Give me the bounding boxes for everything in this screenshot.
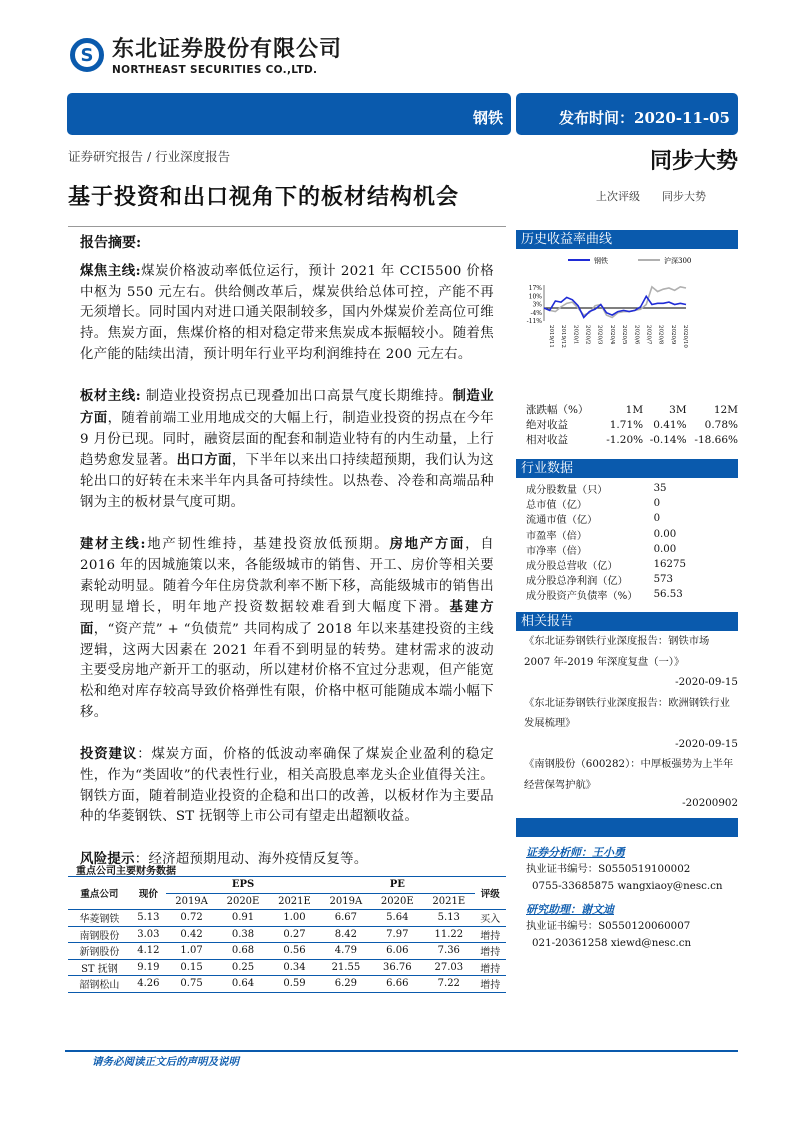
risk-text: ：经济超预期甩动、海外疫情反复等。 (134, 851, 368, 867)
return-chart (516, 252, 738, 362)
year-header: 2020E (380, 895, 414, 907)
date-banner (516, 93, 738, 135)
y-tick-label: -11% (526, 318, 542, 325)
table-cell: 6.66 (372, 976, 423, 993)
table-cell: 5.13 (131, 910, 166, 927)
related-report-date: -2020-09-15 (675, 737, 738, 750)
previous-rating-label: 上次评级 (596, 190, 640, 203)
col-pe: PE (320, 877, 474, 894)
x-tick-label: 2020/5 (621, 325, 628, 345)
plate-text-2: ，随着前端工业用地成交的大幅上行，制造业投资的拐点在今年 9 月份已现。同时，融资层面的配套和制造业特有的内生动量，上行趋势愈发显著。 (80, 410, 494, 469)
table-cell: 36.76 (372, 959, 423, 976)
investment-text: ：煤炭方面，价格的低波动率确保了煤炭企业盈利的稳定性，作为“类固收”的代表性行业，相关高股息率龙头企业值得关注。钢铁方面，随着制造业投资的企稳和出口的改善，以板材作为主要品种的华菱钢铁、ST 抚钢等上市公司有望走出超额收益。 (80, 747, 494, 825)
legend-label: 钢铁 (594, 257, 608, 265)
table-cell: 0.75 (166, 976, 217, 993)
table-cell: 买入 (475, 910, 506, 927)
table-cell: 5.13 (423, 910, 474, 927)
report-type: 证券研究报告 / 行业深度报告 (68, 149, 231, 164)
industry-value: 0 (653, 498, 661, 510)
coal-paragraph (80, 261, 494, 366)
industry-label: 流通市值（亿） (526, 515, 598, 527)
col-price: 现价 (138, 889, 158, 900)
y-tick-label: 10% (528, 293, 542, 301)
year-header: 2020E (226, 895, 260, 907)
cell: 1.71% (609, 418, 644, 431)
table-cell: 8.42 (320, 926, 371, 943)
industry-value: 56.53 (653, 589, 683, 601)
assistant-cert: 执业证书编号：S0550120060007 (526, 920, 691, 932)
table-row (68, 959, 506, 976)
abstract-heading: 报告摘要: (80, 235, 142, 251)
returns-row (526, 432, 738, 447)
returns-table (526, 402, 738, 447)
related-report-date: -20200902 (682, 797, 738, 809)
table-cell: 4.79 (320, 943, 371, 960)
industry-row (526, 481, 686, 496)
table-cell: 9.19 (131, 959, 166, 976)
table-cell: 1.07 (166, 943, 217, 960)
x-tick-label: 2020/9 (669, 325, 676, 345)
legend-label: 沪深300 (664, 257, 692, 265)
col-company: 重点公司 (80, 889, 119, 900)
chart-legend (568, 256, 691, 265)
table-cell: 6.29 (320, 976, 371, 993)
table-cell: 0.59 (269, 976, 320, 993)
y-tick-label: -4% (530, 309, 542, 317)
industry-label: 市盈率（倍） (526, 530, 588, 542)
industry-table (526, 481, 686, 603)
related-report-title[interactable]: 《东北证券钢铁行业深度报告：钢铁市场 2007 年-2019 年深度复盘（一）》 (524, 635, 710, 668)
company-name-cn: 东北证券股份有限公司 (112, 37, 343, 62)
table-cell: 韶钢松山 (68, 976, 131, 993)
industry-value: 573 (653, 574, 674, 586)
cell: 0.41% (653, 418, 687, 431)
x-tick-label: 2020/6 (633, 325, 640, 345)
cell: 0.78% (704, 418, 738, 431)
table-cell: 0.64 (217, 976, 268, 993)
table-cell: 增持 (475, 959, 506, 976)
year-header: 2019A (175, 895, 208, 907)
table-cell: 0.34 (269, 959, 320, 976)
table-cell: 新钢股份 (68, 943, 131, 960)
table-cell: 0.15 (166, 959, 217, 976)
industry-value: 0.00 (653, 543, 677, 555)
industry-value: 35 (653, 483, 667, 495)
table-row (68, 926, 506, 943)
report-title: 基于投资和出口视角下的板材结构机会 (68, 184, 460, 210)
plate-lead: 板材主线: (80, 388, 141, 405)
x-tick-label: 2020/3 (596, 325, 603, 345)
industry-row (526, 496, 686, 511)
footer-divider (65, 1050, 738, 1052)
financials-title: 重点公司主要财务数据 (76, 866, 176, 877)
row-label: 绝对收益 (526, 419, 568, 431)
col-eps: EPS (166, 877, 320, 894)
x-tick-label: 2019/11 (548, 325, 554, 348)
previous-rating (596, 188, 728, 204)
investment-paragraph (80, 744, 494, 828)
y-tick-label: 3% (532, 301, 542, 309)
returns-row (526, 417, 738, 432)
table-cell: 0.38 (217, 926, 268, 943)
table-row (68, 943, 506, 960)
year-header: 2021E (432, 895, 466, 907)
assistant-contact: 021-20361258 xiewd@nesc.cn (532, 937, 692, 949)
industry-row (526, 527, 686, 542)
cell: -18.66% (694, 433, 738, 446)
coal-text: 煤炭价格波动率低位运行，预计 2021 年 CCI5500 价格中枢为 550 元左右。供给侧改革后，煤炭供给总体可控，产能不再无须增长。同时国内对进口通关限制较多，国内外煤炭价差高位可维持。焦炭方面，焦煤价格的相对稳定带来焦炭成本振幅较小。随着焦化产能的陆续出清，预计明年行业平均利润维持在 200 元左右。 (80, 264, 494, 362)
table-cell: 4.26 (131, 976, 166, 993)
blank-banner (516, 818, 738, 837)
x-tick-label: 2020/7 (645, 325, 652, 345)
x-tick-label: 2020/1 (572, 325, 579, 345)
returns-header (526, 402, 738, 417)
building-bold-1: 房地产方面 (389, 536, 466, 553)
cell: -0.14% (649, 433, 687, 446)
industry-row (526, 542, 686, 557)
industry-banner (67, 93, 511, 135)
table-cell: 27.03 (423, 959, 474, 976)
x-tick-label: 2020/8 (657, 325, 664, 345)
building-bold-2: 基建方面 (80, 599, 494, 637)
table-cell: 21.55 (320, 959, 371, 976)
year-header: 2019A (329, 895, 363, 907)
industry-label: 成分股资产负债率（%） (526, 591, 638, 603)
building-lead: 建材主线: (80, 536, 146, 553)
x-tick-label: 2020/2 (584, 325, 591, 345)
table-cell: 0.72 (166, 910, 217, 927)
related-heading: 相关报告 (516, 612, 738, 631)
table-cell: 0.27 (269, 926, 320, 943)
table-cell: 南钢股份 (68, 926, 131, 943)
table-row (68, 976, 506, 993)
risk-lead: 风险提示 (80, 850, 135, 867)
analyst-block (526, 844, 723, 952)
x-tick-label: 2020/4 (608, 325, 615, 345)
footer-disclaimer[interactable]: 请务必阅读正文后的声明及说明 (92, 1056, 239, 1068)
related-report-title[interactable]: 《东北证券钢铁行业深度报告：欧洲钢铁行业发展梳理》 (524, 696, 730, 729)
table-cell: 7.22 (423, 976, 474, 993)
industry-label: 市净率（倍） (526, 545, 588, 557)
table-cell: 1.00 (269, 910, 320, 927)
industry-row (526, 572, 686, 587)
plate-bold-2: 出口方面 (176, 452, 232, 469)
analyst-contact: 0755-33685875 wangxiaoy@nesc.cn (532, 880, 723, 892)
related-report-date: -2020-09-15 (675, 676, 738, 688)
industry-label: 成分股总营收（亿） (526, 561, 618, 573)
industry-label: 成分股数量（只） (526, 485, 608, 497)
history-heading: 历史收益率曲线 (516, 230, 738, 249)
industry-value: 16275 (653, 559, 686, 571)
plate-text-1: 制造业投资拐点已现叠加出口高景气度长期维持。 (141, 389, 453, 405)
table-cell: 3.03 (131, 926, 166, 943)
related-reports (524, 631, 738, 811)
x-tick-label: 2019/12 (560, 325, 567, 348)
returns-header-label: 涨跌幅（%） (526, 404, 589, 416)
related-report-title[interactable]: 《南钢股份（600282）：中厚板强势为上半年经营保驾护航》 (524, 758, 734, 791)
table-cell: 4.12 (131, 943, 166, 960)
table-cell: 华菱钢铁 (68, 910, 131, 927)
industry-value: 0.00 (653, 528, 677, 540)
table-cell: ST 抚钢 (68, 959, 131, 976)
coal-lead: 煤焦主线: (80, 263, 141, 279)
table-cell: 0.42 (166, 926, 217, 943)
table-cell: 增持 (475, 943, 506, 960)
plate-bold-1: 制造业方面 (80, 388, 495, 426)
table-row (68, 910, 506, 927)
table-cell: 6.67 (320, 910, 371, 927)
industry-row (526, 557, 686, 572)
table-cell: 0.56 (269, 943, 320, 960)
y-tick-label: 17% (528, 285, 542, 292)
x-tick-label: 2020/10 (682, 325, 688, 348)
plate-paragraph (80, 386, 494, 513)
assistant-name: 研究助理：谢文迪 (526, 903, 614, 916)
building-text-2: ，自 2016 年的因城施策以来，各能级城市的销售、开工、房价等相关要素轮动明显。随着今年住房贷款利率不断下移，高能级城市的销售出现明显增长，明年地产投资数据较难看到大幅度下滑。 (80, 537, 494, 616)
analyst-name: 证券分析师：王小勇 (526, 846, 625, 859)
company-name-en: NORTHEAST SECURITIES CO.,LTD. (112, 64, 318, 76)
rating: 同步大势 (649, 148, 738, 174)
industry-heading: 行业数据 (516, 459, 738, 478)
table-cell: 7.36 (423, 943, 474, 960)
table-cell: 0.91 (217, 910, 268, 927)
publish-date: 发布时间：2020-11-05 (559, 109, 730, 127)
building-text-3: ，“资产荒” + “负债荒” 共同构成了 2018 年以来基建投资的主线逻辑，这两大因素在 2021 年看不到明显的转势。建材需求的波动主要受房地产新开工的驱动，所以建材价格不宜过分悲观，但产能宽松和绝对库存较高导致价格弹性有限，价格中枢可能随成本端小幅下移。 (80, 621, 494, 720)
industry-label: 总市值（亿） (526, 500, 588, 512)
previous-rating-value: 同步大势 (662, 190, 706, 203)
table-cell: 增持 (475, 976, 506, 993)
col-rating: 评级 (480, 889, 500, 900)
financials-table (68, 876, 506, 993)
table-cell: 增持 (475, 926, 506, 943)
table-cell: 0.68 (217, 943, 268, 960)
building-text-1: 地产韧性维持，基建投资放低预期。 (145, 537, 390, 553)
col-1m: 1M (625, 403, 644, 416)
year-header: 2021E (278, 895, 311, 907)
cell: -1.20% (606, 433, 644, 446)
building-paragraph (80, 534, 494, 723)
industry-label: 成分股总净利润（亿） (526, 576, 628, 588)
industry-row (526, 587, 686, 602)
industry-value: 0 (653, 513, 661, 525)
analyst-cert: 执业证书编号：S0550519100002 (526, 863, 691, 875)
company-logo: S (70, 38, 104, 72)
col-3m: 3M (669, 403, 687, 416)
industry-label: 钢铁 (472, 109, 503, 127)
investment-lead: 投资建议 (80, 746, 138, 763)
table-cell: 11.22 (423, 926, 474, 943)
plate-text-3: ，下半年以来出口持续超预期，我们认为这轮出口的好转在未来半年内具备可持续性。以热卷、冷卷和高端品种钢为主的板材景气度可期。 (80, 453, 494, 510)
col-12m: 12M (713, 403, 738, 416)
table-cell: 0.25 (217, 959, 268, 976)
table-cell: 6.06 (372, 943, 423, 960)
industry-row (526, 511, 686, 526)
abstract-section (68, 226, 506, 870)
table-cell: 7.97 (372, 926, 423, 943)
table-cell: 5.64 (372, 910, 423, 927)
row-label: 相对收益 (526, 434, 568, 446)
